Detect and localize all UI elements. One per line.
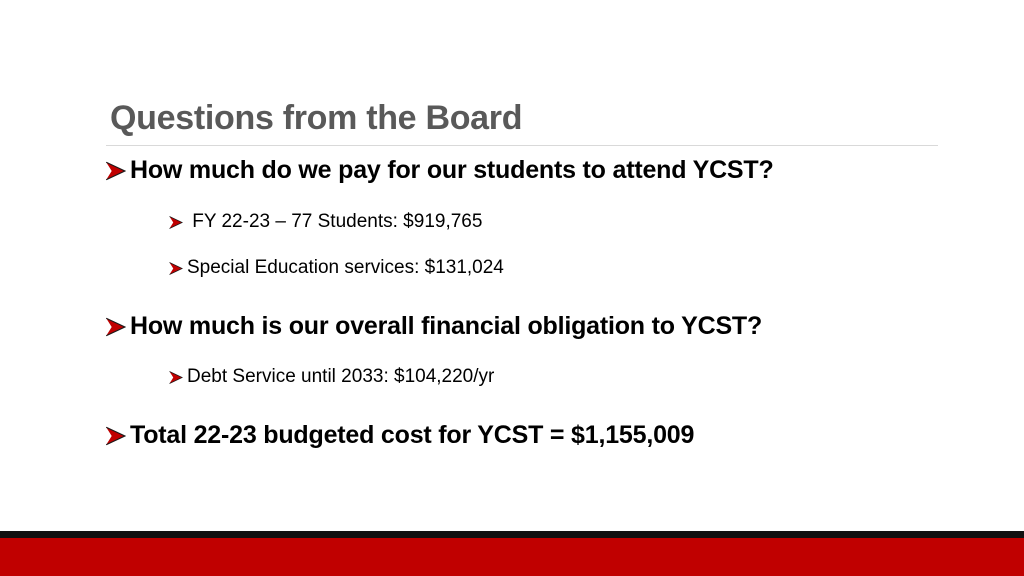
slide-title: Questions from the Board — [110, 99, 523, 137]
arrowhead-bullet-icon — [168, 261, 183, 276]
bullet-text: Total 22-23 budgeted cost for YCST = $1,155,009 — [130, 421, 695, 449]
sub-bullet-item — [168, 211, 482, 233]
bullet-item — [104, 421, 694, 450]
sub-bullet-text: FY 22-23 – 77 Students: $919,765 — [187, 211, 483, 232]
bullet-text: How much is our overall financial obligation to YCST? — [130, 312, 763, 340]
sub-bullet-text: Special Education services: $131,024 — [187, 257, 504, 278]
footer-red-band — [0, 538, 1024, 576]
sub-bullet-text: Debt Service until 2033: $104,220/yr — [187, 366, 495, 387]
sub-bullet-item — [168, 366, 494, 388]
bullet-item — [104, 156, 774, 185]
sub-bullet-item — [168, 257, 504, 279]
arrowhead-bullet-icon — [104, 425, 126, 447]
footer-dark-stripe — [0, 531, 1024, 538]
arrowhead-bullet-icon — [104, 316, 126, 338]
bullet-item — [104, 312, 762, 341]
title-divider — [106, 145, 938, 146]
arrowhead-bullet-icon — [168, 370, 183, 385]
arrowhead-bullet-icon — [104, 160, 126, 182]
bullet-text: How much do we pay for our students to attend YCST? — [130, 156, 774, 184]
arrowhead-bullet-icon — [168, 215, 183, 230]
